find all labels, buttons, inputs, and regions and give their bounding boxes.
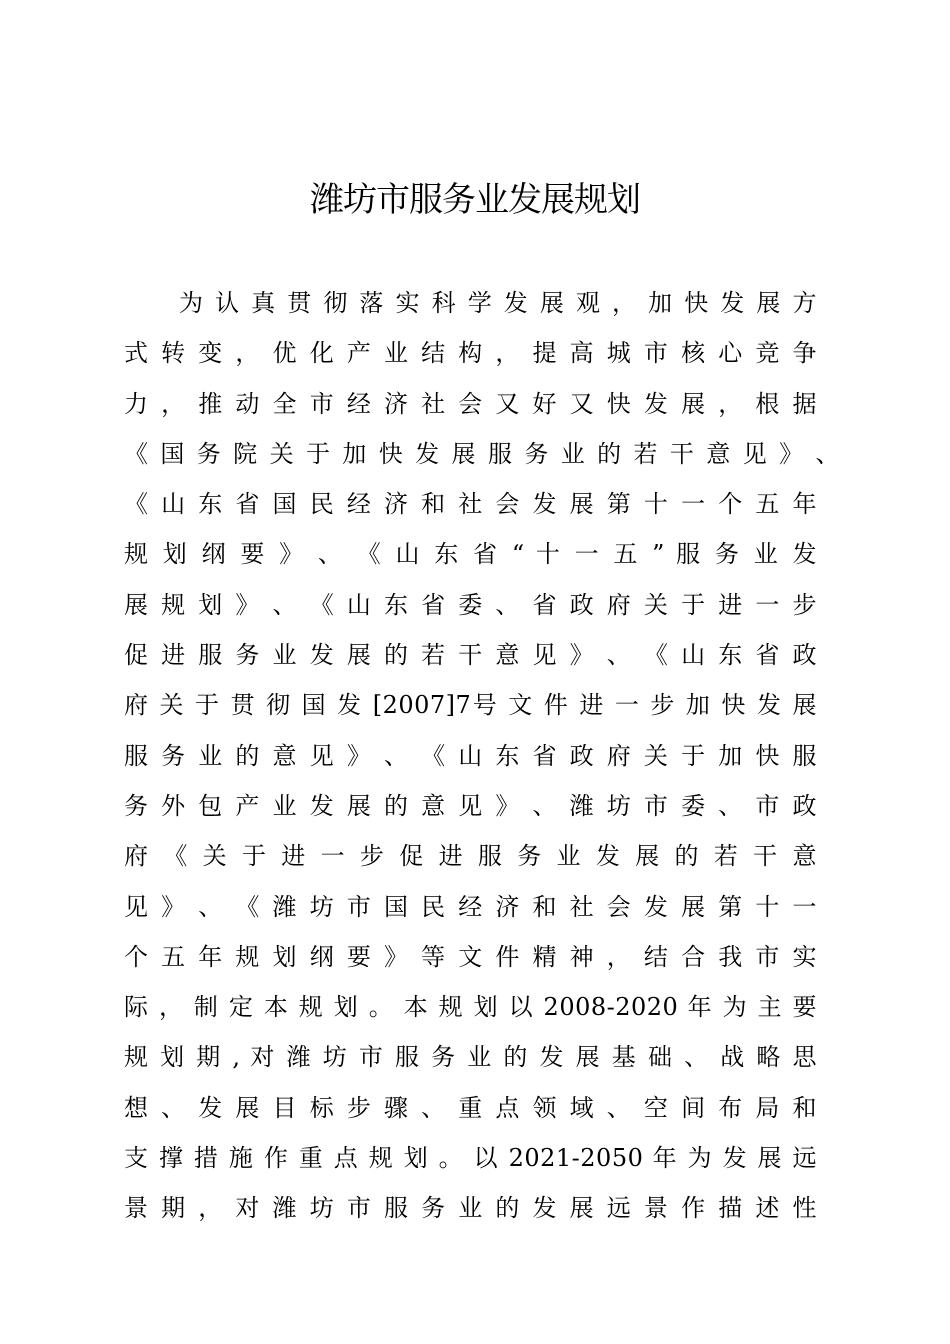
paragraph-line: 《 国 务 院 关 于 加 快 发 展 服 务 业 的 若 干 意 见 》 、 [124,439,840,468]
document-paragraph [124,278,844,1234]
paragraph-line: 际 ， 制 定 本 规 划 。 本 规 划 以 2008-2020 年 为 主 要 [124,993,817,1022]
paragraph-line: 府 《 关 于 进 一 步 促 进 服 务 业 发 展 的 若 干 意 [124,842,817,871]
paragraph-line: 府 关 于 贯 彻 国 发 [2007]7号 文 件 进 一 步 加 快 发 展 [124,691,817,720]
paragraph-line: 个 五 年 规 划 纲 要 》 等 文 件 精 神 ， 结 合 我 市 实 [124,942,817,971]
paragraph-line: 《 山 东 省 国 民 经 济 和 社 会 发 展 第 十 一 个 五 年 [124,490,817,519]
paragraph-line: 促 进 服 务 业 发 展 的 若 干 意 见 》 、 《 山 东 省 政 [124,641,817,670]
paragraph-line: 景 期 ， 对 潍 坊 市 服 务 业 的 发 展 远 景 作 描 述 性 [124,1194,817,1223]
paragraph-line: 服 务 业 的 意 见 》 、 《 山 东 省 政 府 关 于 加 快 服 [124,741,817,770]
paragraph-line: 为 认 真 贯 彻 落 实 科 学 发 展 观 ， 加 快 发 展 方 [179,289,817,317]
paragraph-line: 规 划 纲 要 》 、 《 山 东 省 “ 十 一 五 ” 服 务 业 发 [124,540,817,569]
paragraph-line: 想 、 发 展 目 标 步 骤 、 重 点 领 域 、 空 间 布 局 和 [124,1093,817,1122]
paragraph-line: 式 转 变 ， 优 化 产 业 结 构 ， 提 高 城 市 核 心 竞 争 [124,339,817,368]
paragraph-line: 支 撑 措 施 作 重 点 规 划 。 以 2021-2050 年 为 发 展 远 [124,1144,817,1173]
paragraph-line: 展 规 划 》 、 《 山 东 省 委 、 省 政 府 关 于 进 一 步 [124,590,817,619]
paragraph-line: 务 外 包 产 业 发 展 的 意 见 》 、 潍 坊 市 委 、 市 政 [124,791,817,820]
paragraph-line: 力 ， 推 动 全 市 经 济 社 会 又 好 又 快 发 展 ， 根 据 [124,389,817,418]
paragraph-line: 规 划 期 , 对 潍 坊 市 服 务 业 的 发 展 基 础 、 战 略 思 [124,1043,817,1072]
paragraph-line: 见 》 、 《 潍 坊 市 国 民 经 济 和 社 会 发 展 第 十 一 [124,892,817,921]
document-title: 潍坊市服务业发展规划 [310,180,640,220]
